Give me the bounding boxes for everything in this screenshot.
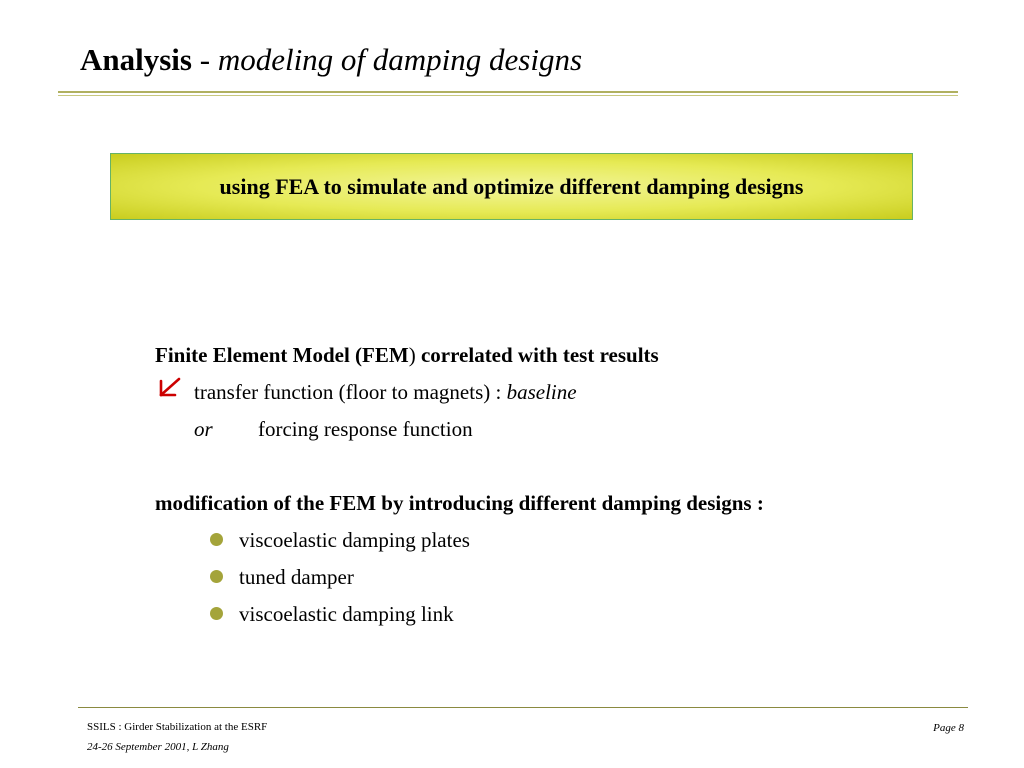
or-word: or <box>194 417 213 441</box>
title-separator: - <box>191 42 218 77</box>
forcing-response-text: forcing response function <box>258 417 473 441</box>
bullet-item-1: viscoelastic damping plates <box>239 528 470 552</box>
section1-heading <box>155 342 659 368</box>
page-number: Page 8 <box>933 722 964 734</box>
arrow-down-left-icon <box>156 377 182 399</box>
section2-heading: modification of the FEM by introducing different damping designs : <box>155 491 764 515</box>
footer-divider <box>78 707 968 708</box>
baseline-text: baseline <box>506 380 577 404</box>
bullet-item-3: viscoelastic damping link <box>239 602 454 626</box>
highlight-box <box>110 153 913 220</box>
section1-heading-part2: ) <box>408 343 416 367</box>
section1-heading-part1: Finite Element Model (FEM <box>155 343 409 367</box>
bullet-item-2: tuned damper <box>239 565 354 589</box>
slide-title <box>80 40 582 80</box>
bullet-dot-icon <box>210 570 223 583</box>
title-bold: Analysis <box>80 42 192 77</box>
section1-heading-part3: correlated with test results <box>415 343 659 367</box>
title-italic: modeling of damping designs <box>217 42 583 77</box>
transfer-function-line <box>194 379 577 405</box>
title-divider-secondary <box>58 95 958 96</box>
transfer-function-text: transfer function (floor to magnets) : <box>194 380 507 404</box>
highlight-text: using FEA to simulate and optimize different damping designs <box>219 173 804 199</box>
footer-event: SSILS : Girder Stabilization at the ESRF <box>87 721 268 733</box>
title-divider <box>58 91 958 93</box>
bullet-dot-icon <box>210 533 223 546</box>
bullet-dot-icon <box>210 607 223 620</box>
footer-date-author: 24-26 September 2001, L Zhang <box>87 741 229 753</box>
